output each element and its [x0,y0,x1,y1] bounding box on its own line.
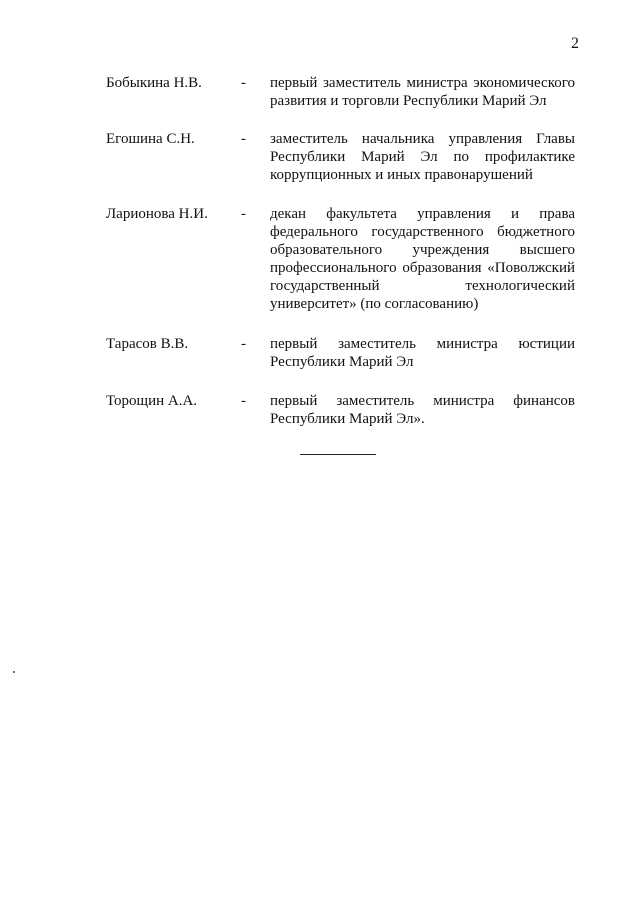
member-name: Ларионова Н.И. [106,206,208,222]
member-name: Тарасов В.В. [106,336,189,352]
member-name: Торощин А.А. [106,393,198,409]
member-position: заместитель начальника управления Главы Республики Марий Эл по профилактике коррупционных и иных правонарушений [270,131,575,183]
member-entry [0,392,640,428]
end-of-list-rule [300,454,376,455]
member-position: декан факультета управления и права федерального государственного бюджетного образовательного учреждения высшего профессионального образования «Поволжский государственный технологический университет» (по согласованию) [270,206,575,312]
member-dash: - [241,131,246,147]
member-position: первый заместитель министра юстиции Республики Марий Эл [270,336,575,370]
member-dash: - [241,75,246,91]
member-dash: - [241,336,246,352]
member-entry [0,74,640,110]
member-dash: - [241,206,246,222]
page-number: 2 [571,35,579,52]
member-name: Егошина С.Н. [106,131,195,147]
member-entry [0,130,640,184]
member-dash: - [241,393,246,409]
member-name: Бобыкина Н.В. [106,75,202,91]
member-entry [0,335,640,371]
member-position: первый заместитель министра финансов Республики Марий Эл». [270,393,575,427]
commission-member-list [0,74,640,428]
member-position: первый заместитель министра экономического развития и торговли Республики Марий Эл [270,75,575,109]
scan-speck [13,671,15,673]
member-entry [0,205,640,313]
